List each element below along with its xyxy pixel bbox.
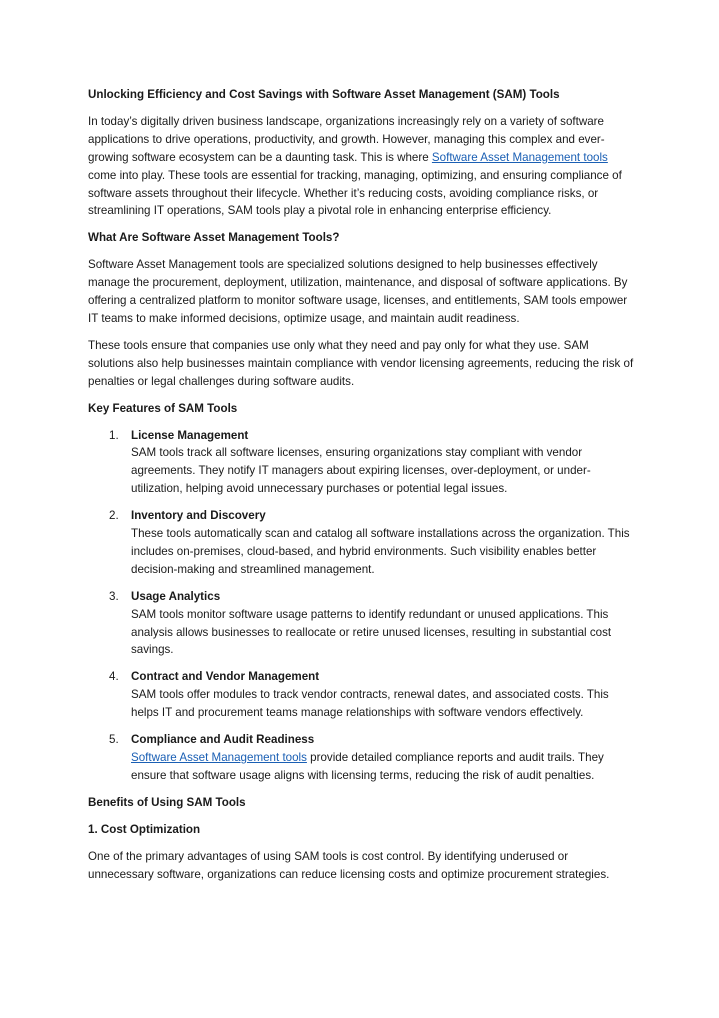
feature-item-inventory-discovery xyxy=(88,507,636,579)
feature-title: Usage Analytics xyxy=(131,589,221,603)
document-body xyxy=(88,86,636,892)
feature-number: 5. xyxy=(109,733,119,747)
section-heading-what-are: What Are Software Asset Management Tools? xyxy=(88,231,340,245)
feature-body: SAM tools monitor software usage patterns to identify redundant or unused applications. This analysis allows businesses to reallocate or retire unused licenses, resulting in substantial cost savings. xyxy=(131,607,612,657)
sam-tools-link[interactable]: Software Asset Management tools xyxy=(431,150,608,164)
feature-item-license-management xyxy=(88,427,636,499)
subheading-cost-optimization: 1. Cost Optimization xyxy=(88,822,201,836)
feature-item-compliance-audit xyxy=(88,731,636,785)
intro-paragraph xyxy=(88,113,636,220)
feature-item-usage-analytics xyxy=(88,588,636,660)
feature-item-contract-vendor xyxy=(88,668,636,722)
intro-text-before-link: In today’s digitally driven business landscape, organizations increasingly rely on a variety of software applications to drive operations, productivity, and growth. However, managing this complex and ever-growing software ecosystem can be a daunting task. This is where xyxy=(88,114,605,164)
feature-title: License Management xyxy=(131,428,249,442)
feature-body: provide detailed compliance reports and audit trails. They ensure that software usage aligns with licensing terms, reducing the risk of audit penalties. xyxy=(131,751,604,782)
feature-body: SAM tools offer modules to track vendor contracts, renewal dates, and associated costs. This helps IT and procurement teams manage relationships with software vendors effectively. xyxy=(131,688,609,720)
feature-number: 1. xyxy=(109,428,119,442)
section-heading-benefits: Benefits of Using SAM Tools xyxy=(88,795,246,809)
what-are-paragraph-1: Software Asset Management tools are specialized solutions designed to help businesses effectively manage the procurement, deployment, utilization, maintenance, and disposal of software applications. By offering a centralized platform to monitor software usage, licenses, and entitlements, SAM tools empower IT teams to make informed decisions, optimize usage, and maintain audit readiness. xyxy=(88,258,628,325)
what-are-paragraph-2: These tools ensure that companies use only what they need and pay only for what they use. SAM solutions also help businesses maintain compliance with vendor licensing agreements, reducing the risk of penalties or legal challenges during software audits. xyxy=(88,338,634,388)
features-list xyxy=(88,427,636,785)
feature-title: Inventory and Discovery xyxy=(131,509,266,523)
feature-number: 3. xyxy=(109,589,119,603)
intro-text-after-link: come into play. These tools are essential for tracking, managing, optimizing, and ensuring compliance of software assets throughout their lifecycle. Whether it’s reducing costs, avoiding compliance risks, or streamlining IT operations, SAM tools play a pivotal role in enhancing enterprise efficiency. xyxy=(88,168,622,218)
benefits-paragraph-1: One of the primary advantages of using SAM tools is cost control. By identifying underused or unnecessary software, organizations can reduce licensing costs and optimize procurement strategies. xyxy=(88,849,610,881)
sam-tools-link[interactable]: Software Asset Management tools xyxy=(131,751,307,764)
feature-number: 2. xyxy=(109,509,119,523)
feature-title: Compliance and Audit Readiness xyxy=(131,733,315,747)
section-heading-features: Key Features of SAM Tools xyxy=(88,401,238,415)
feature-body: These tools automatically scan and catalog all software installations across the organization. This includes on-premises, cloud-based, and hybrid environments. Such visibility enables better decision-making and streamlined management. xyxy=(131,527,630,576)
feature-body: SAM tools track all software licenses, ensuring organizations stay compliant with vendor agreements. They notify IT managers about expiring licenses, over-deployment, or under-utilization, helping avoid unnecessary purchases or potential legal issues. xyxy=(131,446,591,496)
feature-title: Contract and Vendor Management xyxy=(131,670,320,684)
document-title: Unlocking Efficiency and Cost Savings with Software Asset Management (SAM) Tools xyxy=(88,88,560,101)
feature-number: 4. xyxy=(109,670,119,684)
